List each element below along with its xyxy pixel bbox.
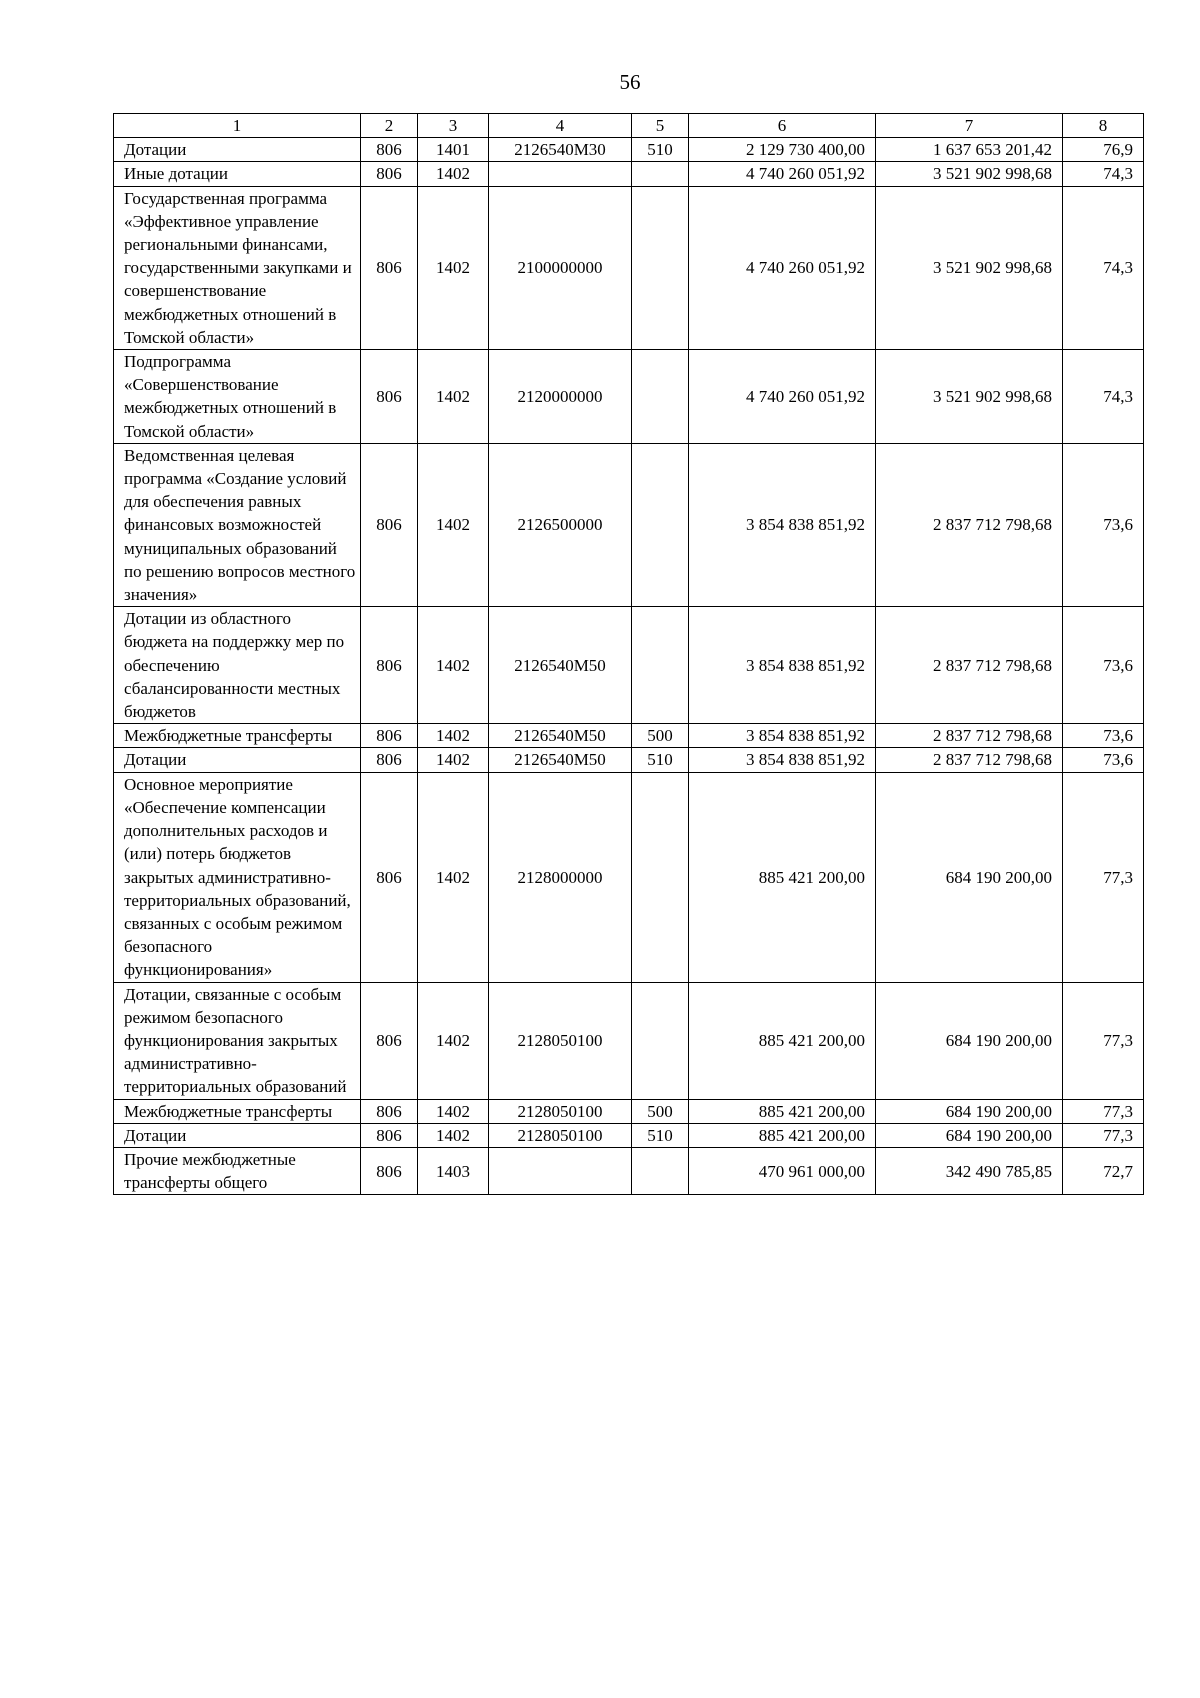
cell-section: 1402	[418, 724, 489, 748]
column-header: 2	[361, 114, 418, 138]
cell-percent: 77,3	[1063, 1123, 1144, 1147]
cell-section: 1402	[418, 982, 489, 1099]
cell-percent: 77,3	[1063, 1099, 1144, 1123]
cell-plan: 4 740 260 051,92	[689, 186, 876, 349]
cell-plan: 885 421 200,00	[689, 1123, 876, 1147]
cell-actual: 684 190 200,00	[876, 1123, 1063, 1147]
cell-code: 806	[361, 1147, 418, 1194]
cell-plan: 3 854 838 851,92	[689, 607, 876, 724]
cell-percent: 73,6	[1063, 607, 1144, 724]
cell-plan: 885 421 200,00	[689, 772, 876, 982]
row-name: Государственная программа «Эффективное управление региональными финансами, государственными закупками и совершенствование межбюджетных отношений в Томской области»	[114, 186, 361, 349]
cell-section: 1402	[418, 1123, 489, 1147]
column-header: 1	[114, 114, 361, 138]
row-name: Дотации	[114, 138, 361, 162]
cell-code: 806	[361, 186, 418, 349]
cell-plan: 3 854 838 851,92	[689, 724, 876, 748]
cell-section: 1402	[418, 443, 489, 606]
header-row	[114, 114, 1144, 138]
cell-actual: 684 190 200,00	[876, 772, 1063, 982]
cell-percent: 74,3	[1063, 186, 1144, 349]
row-name: Ведомственная целевая программа «Создание условий для обеспечения равных финансовых возможностей муниципальных образований по решению вопросов местного значения»	[114, 443, 361, 606]
cell-section: 1403	[418, 1147, 489, 1194]
cell-actual: 3 521 902 998,68	[876, 350, 1063, 444]
cell-code: 806	[361, 1099, 418, 1123]
cell-actual: 2 837 712 798,68	[876, 748, 1063, 772]
cell-plan: 885 421 200,00	[689, 982, 876, 1099]
cell-section: 1402	[418, 1099, 489, 1123]
cell-percent: 73,6	[1063, 748, 1144, 772]
cell-target: 2126540М30	[489, 138, 632, 162]
cell-percent: 73,6	[1063, 443, 1144, 606]
column-header: 3	[418, 114, 489, 138]
cell-type: 510	[632, 138, 689, 162]
cell-percent: 74,3	[1063, 162, 1144, 186]
table-row	[114, 443, 1144, 606]
cell-type: 510	[632, 748, 689, 772]
cell-actual: 2 837 712 798,68	[876, 443, 1063, 606]
table-row	[114, 1147, 1144, 1194]
column-header: 7	[876, 114, 1063, 138]
cell-percent: 73,6	[1063, 724, 1144, 748]
cell-code: 806	[361, 350, 418, 444]
budget-table	[113, 113, 1144, 1195]
cell-actual: 684 190 200,00	[876, 1099, 1063, 1123]
cell-section: 1402	[418, 350, 489, 444]
cell-code: 806	[361, 772, 418, 982]
row-name: Межбюджетные трансферты	[114, 724, 361, 748]
cell-target	[489, 1147, 632, 1194]
table-row	[114, 350, 1144, 444]
cell-section: 1401	[418, 138, 489, 162]
cell-actual: 3 521 902 998,68	[876, 186, 1063, 349]
table-row	[114, 138, 1144, 162]
cell-type	[632, 772, 689, 982]
cell-type: 500	[632, 1099, 689, 1123]
cell-target: 2126540М50	[489, 724, 632, 748]
cell-target	[489, 162, 632, 186]
cell-code: 806	[361, 162, 418, 186]
column-header: 4	[489, 114, 632, 138]
cell-section: 1402	[418, 607, 489, 724]
cell-actual: 342 490 785,85	[876, 1147, 1063, 1194]
cell-code: 806	[361, 982, 418, 1099]
cell-section: 1402	[418, 772, 489, 982]
row-name: Дотации, связанные с особым режимом безопасного функционирования закрытых административно-территориальных образований	[114, 982, 361, 1099]
cell-type: 510	[632, 1123, 689, 1147]
cell-target: 2126540М50	[489, 607, 632, 724]
cell-plan: 2 129 730 400,00	[689, 138, 876, 162]
cell-section: 1402	[418, 748, 489, 772]
column-header: 6	[689, 114, 876, 138]
cell-percent: 72,7	[1063, 1147, 1144, 1194]
cell-target: 2128000000	[489, 772, 632, 982]
cell-actual: 684 190 200,00	[876, 982, 1063, 1099]
cell-type	[632, 186, 689, 349]
cell-type	[632, 443, 689, 606]
cell-code: 806	[361, 138, 418, 162]
cell-plan: 3 854 838 851,92	[689, 443, 876, 606]
cell-code: 806	[361, 724, 418, 748]
cell-code: 806	[361, 748, 418, 772]
cell-actual: 2 837 712 798,68	[876, 607, 1063, 724]
cell-section: 1402	[418, 162, 489, 186]
cell-plan: 4 740 260 051,92	[689, 350, 876, 444]
cell-percent: 76,9	[1063, 138, 1144, 162]
row-name: Межбюджетные трансферты	[114, 1099, 361, 1123]
cell-type	[632, 982, 689, 1099]
cell-target: 2126500000	[489, 443, 632, 606]
column-header: 5	[632, 114, 689, 138]
cell-target: 2120000000	[489, 350, 632, 444]
row-name: Дотации	[114, 748, 361, 772]
table-row	[114, 1099, 1144, 1123]
table-row	[114, 186, 1144, 349]
cell-percent: 74,3	[1063, 350, 1144, 444]
cell-plan: 4 740 260 051,92	[689, 162, 876, 186]
cell-target: 2128050100	[489, 1099, 632, 1123]
table-row	[114, 1123, 1144, 1147]
cell-actual: 3 521 902 998,68	[876, 162, 1063, 186]
cell-actual: 2 837 712 798,68	[876, 724, 1063, 748]
cell-target: 2128050100	[489, 1123, 632, 1147]
row-name: Дотации из областного бюджета на поддержку мер по обеспечению сбалансированности местных бюджетов	[114, 607, 361, 724]
cell-percent: 77,3	[1063, 772, 1144, 982]
cell-target: 2100000000	[489, 186, 632, 349]
cell-plan: 470 961 000,00	[689, 1147, 876, 1194]
row-name: Иные дотации	[114, 162, 361, 186]
row-name: Прочие межбюджетные трансферты общего	[114, 1147, 361, 1194]
cell-section: 1402	[418, 186, 489, 349]
cell-type	[632, 1147, 689, 1194]
table-row	[114, 607, 1144, 724]
cell-type	[632, 162, 689, 186]
cell-type	[632, 607, 689, 724]
table-row	[114, 982, 1144, 1099]
cell-actual: 1 637 653 201,42	[876, 138, 1063, 162]
cell-percent: 77,3	[1063, 982, 1144, 1099]
page-number: 56	[619, 70, 641, 94]
cell-type	[632, 350, 689, 444]
cell-code: 806	[361, 443, 418, 606]
cell-type: 500	[632, 724, 689, 748]
table-row	[114, 162, 1144, 186]
cell-code: 806	[361, 1123, 418, 1147]
cell-plan: 885 421 200,00	[689, 1099, 876, 1123]
row-name: Дотации	[114, 1123, 361, 1147]
cell-plan: 3 854 838 851,92	[689, 748, 876, 772]
cell-target: 2126540М50	[489, 748, 632, 772]
cell-code: 806	[361, 607, 418, 724]
column-header: 8	[1063, 114, 1144, 138]
row-name: Основное мероприятие «Обеспечение компенсации дополнительных расходов и (или) потерь бюджетов закрытых административно-территориальных образований, связанных с особым режимом безопасного функционирования»	[114, 772, 361, 982]
row-name: Подпрограмма «Совершенствование межбюджетных отношений в Томской области»	[114, 350, 361, 444]
table-row	[114, 724, 1144, 748]
table-row	[114, 772, 1144, 982]
table-row	[114, 748, 1144, 772]
cell-target: 2128050100	[489, 982, 632, 1099]
